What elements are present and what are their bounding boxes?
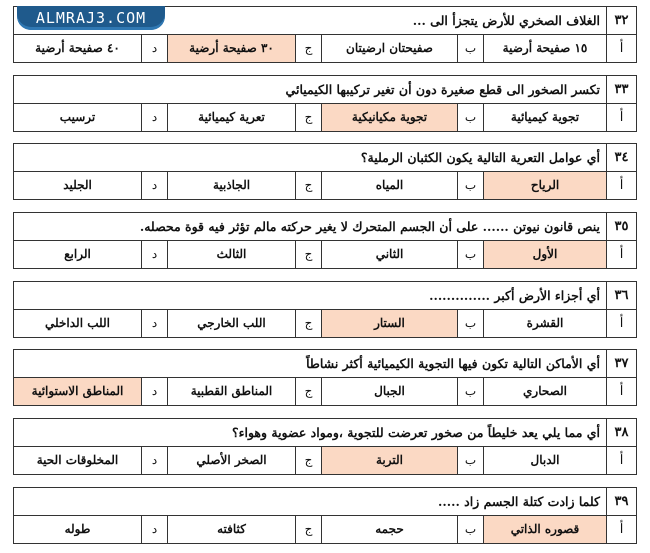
question-block [13,281,637,338]
option-letter-b: ب [457,310,483,338]
question-text: ينص قانون نيوتن ...... على أن الجسم المتحرك لا يغير حركته مالم تؤثر فيه قوة محصله. [139,218,600,234]
question-text: أي مما يلي يعد خليطاً من صخور تعرضت للتجوية ،ومواد عضوية وهواء؟ [231,424,600,440]
option-letter-d: د [141,378,167,406]
question-text: الغلاف الصخري للأرض يتجزأ الى ... [412,12,600,28]
option-c[interactable]: الجاذبية [167,172,295,200]
options-row [14,378,636,406]
options-row [14,35,636,63]
option-b-correct[interactable]: التربة [321,447,457,475]
option-d-correct[interactable]: المناطق الاستوائية [14,378,141,406]
question-text: أي أجزاء الأرض أكبر .............. [429,287,600,303]
option-b[interactable]: حجمه [321,516,457,544]
option-letter-a: أ [606,172,636,200]
option-d[interactable]: الجليد [63,178,92,193]
question-number: ٣٧ [606,350,636,377]
option-d[interactable]: ترسيب [59,110,96,125]
options-row [14,241,636,269]
question-number: ٣٢ [606,7,636,34]
option-letter-a: أ [606,516,636,544]
question-number: ٣٨ [606,419,636,446]
option-c[interactable]: الثالث [167,241,295,269]
option-c[interactable]: كثافته [167,516,295,544]
option-letter-d: د [141,104,167,132]
question-number: ٣٣ [606,76,636,103]
question-number: ٣٦ [606,282,636,309]
option-letter-a: أ [606,241,636,269]
question-block [13,418,637,475]
option-a[interactable]: الصحاري [483,378,606,406]
question-number: ٣٤ [606,144,636,171]
option-letter-c: ج [295,378,321,406]
option-a[interactable]: ١٥ صفيحة أرضية [483,35,606,63]
option-d[interactable]: ٤٠ صفيحة أرضية [35,41,120,56]
option-letter-c: ج [295,516,321,544]
option-a-correct[interactable]: قصوره الذاتي [483,516,606,544]
option-b-correct[interactable]: تجوية مكيانيكية [321,104,457,132]
options-row [14,516,636,544]
option-letter-b: ب [457,378,483,406]
option-b[interactable]: الثاني [321,241,457,269]
question-number: ٣٩ [606,488,636,515]
watermark-logo: ALMRAJ3.COM [17,6,165,30]
option-letter-c: ج [295,310,321,338]
question-block [13,75,637,132]
option-d[interactable]: الرابع [64,247,91,262]
option-c[interactable]: تعرية كيميائية [167,104,295,132]
question-header [14,213,636,241]
option-letter-c: ج [295,172,321,200]
option-letter-d: د [141,310,167,338]
question-block [13,212,637,269]
option-letter-c: ج [295,241,321,269]
option-d[interactable]: طوله [64,522,91,537]
option-b[interactable]: صفيحتان ارضيتان [321,35,457,63]
options-row [14,172,636,200]
option-c[interactable]: اللب الخارجي [167,310,295,338]
question-header [14,488,636,516]
question-block [13,487,637,544]
options-row [14,447,636,475]
option-letter-b: ب [457,516,483,544]
option-letter-b: ب [457,35,483,63]
option-letter-a: أ [606,35,636,63]
question-header [14,419,636,447]
option-b[interactable]: المياه [321,172,457,200]
question-text: أي عوامل التعرية التالية يكون الكثبان الرملية؟ [360,149,600,165]
option-letter-a: أ [606,104,636,132]
question-block [13,349,637,406]
option-a[interactable]: تجوية كيميائية [483,104,606,132]
option-c[interactable]: الصخر الأصلي [167,447,295,475]
option-d[interactable]: اللب الداخلي [45,316,110,331]
option-a[interactable]: الدبال [483,447,606,475]
options-row [14,104,636,132]
option-letter-a: أ [606,310,636,338]
question-header [14,282,636,310]
option-letter-d: د [141,516,167,544]
option-a-correct[interactable]: الرياح [483,172,606,200]
question-header [14,350,636,378]
question-header [14,144,636,172]
option-letter-d: د [141,172,167,200]
option-letter-c: ج [295,104,321,132]
option-letter-d: د [141,447,167,475]
option-letter-b: ب [457,104,483,132]
option-letter-c: ج [295,447,321,475]
question-text: كلما زادت كتلة الجسم زاد ..... [438,493,600,509]
option-letter-a: أ [606,378,636,406]
question-header [14,76,636,104]
option-letter-d: د [141,241,167,269]
option-letter-d: د [141,35,167,63]
option-letter-b: ب [457,447,483,475]
question-text: تكسر الصخور الى قطع صغيرة دون أن تغير تركيبها الكيميائي [285,81,600,97]
option-b[interactable]: الجبال [321,378,457,406]
option-a-correct[interactable]: الأول [483,241,606,269]
option-letter-a: أ [606,447,636,475]
option-letter-b: ب [457,172,483,200]
option-c[interactable]: المناطق القطبية [167,378,295,406]
option-letter-b: ب [457,241,483,269]
question-text: أي الأماكن التالية تكون فيها التجوية الكيميائية أكثر نشاطاً [306,355,600,371]
option-c-correct[interactable]: ٣٠ صفيحة أرضية [167,35,295,63]
option-d[interactable]: المخلوقات الحية [36,453,119,468]
options-row [14,310,636,338]
question-number: ٣٥ [606,213,636,240]
option-letter-c: ج [295,35,321,63]
option-b-correct[interactable]: الستار [321,310,457,338]
option-a[interactable]: القشرة [483,310,606,338]
question-block [13,143,637,200]
